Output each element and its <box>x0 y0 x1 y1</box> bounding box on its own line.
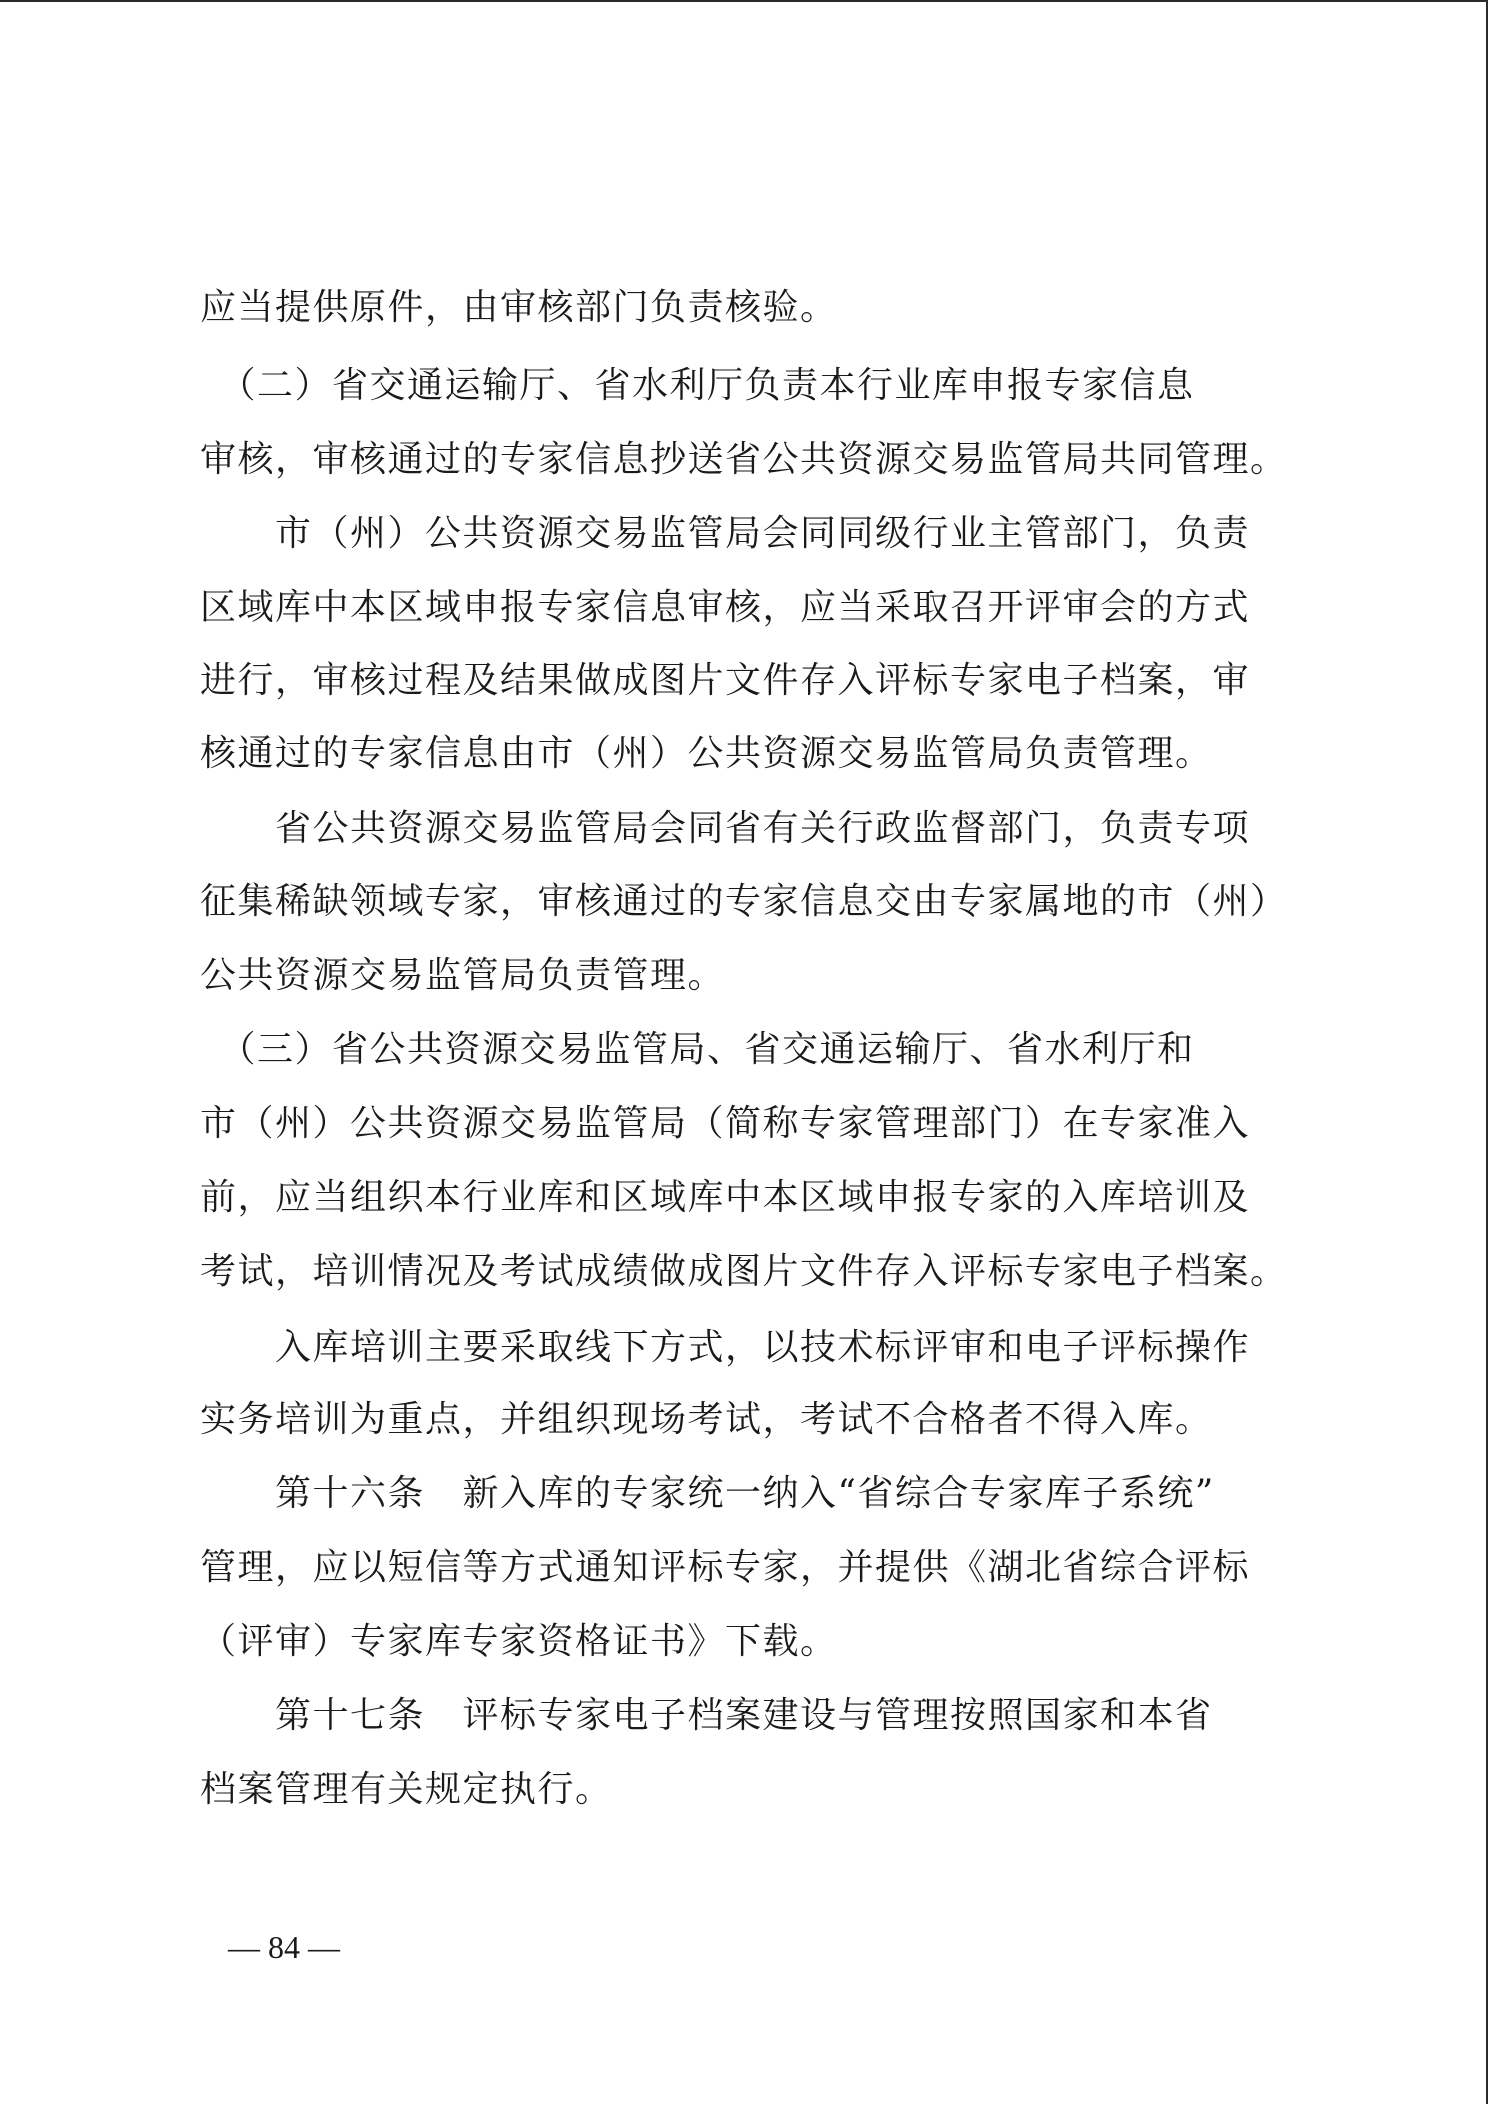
text-line: 档案管理有关规定执行。 <box>200 1769 613 1810</box>
text-line: 征集稀缺领域专家，审核通过的专家信息交由专家属地的市（州） <box>200 881 1288 922</box>
text-line: （二）省交通运输厅、省水利厅负责本行业库申报专家信息 <box>200 365 1195 406</box>
text-line: 实务培训为重点，并组织现场考试，考试不合格者不得入库。 <box>200 1399 1213 1440</box>
text-line: 第十七条 评标专家电子档案建设与管理按照国家和本省 <box>200 1695 1213 1736</box>
text-line: 应当提供原件，由审核部门负责核验。 <box>200 287 838 328</box>
text-line: 考试，培训情况及考试成绩做成图片文件存入评标专家电子档案。 <box>200 1251 1288 1292</box>
text-line: （评审）专家库专家资格证书》下载。 <box>200 1621 838 1662</box>
page-number: — 84 — <box>228 1929 340 1965</box>
text-line: 管理，应以短信等方式通知评标专家，并提供《湖北省综合评标 <box>200 1547 1251 1588</box>
text-line: 省公共资源交易监管局会同省有关行政监督部门，负责专项 <box>200 808 1251 849</box>
text-line: 第十六条 新入库的专家统一纳入“省综合专家库子系统” <box>200 1473 1215 1514</box>
text-line: 核通过的专家信息由市（州）公共资源交易监管局负责管理。 <box>200 733 1213 774</box>
text-line: 市（州）公共资源交易监管局（简称专家管理部门）在专家准入 <box>200 1103 1251 1144</box>
text-line: 区域库中本区域申报专家信息审核，应当采取召开评审会的方式 <box>200 587 1251 628</box>
text-line: （三）省公共资源交易监管局、省交通运输厅、省水利厅和 <box>200 1029 1195 1070</box>
text-line: 公共资源交易监管局负责管理。 <box>200 955 726 996</box>
text-line: 进行，审核过程及结果做成图片文件存入评标专家电子档案，审 <box>200 660 1251 701</box>
text-line: 入库培训主要采取线下方式，以技术标评审和电子评标操作 <box>200 1327 1251 1368</box>
text-line: 市（州）公共资源交易监管局会同同级行业主管部门，负责 <box>200 513 1251 554</box>
text-line: 审核，审核通过的专家信息抄送省公共资源交易监管局共同管理。 <box>200 439 1288 480</box>
text-line: 前，应当组织本行业库和区域库中本区域申报专家的入库培训及 <box>200 1177 1251 1218</box>
